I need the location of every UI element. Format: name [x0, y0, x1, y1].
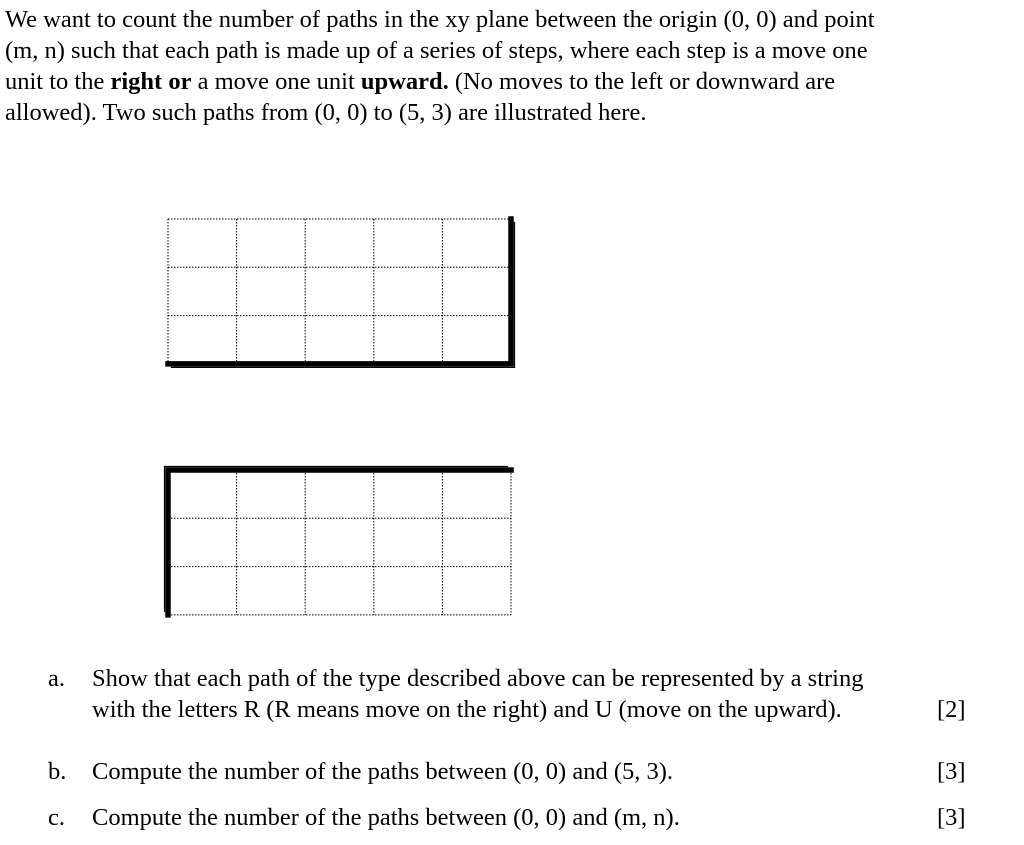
question-b-line-1: Compute the number of the paths between (0, 0) and (5, 3). [92, 758, 674, 785]
question-c-line-1: Compute the number of the paths between (0, 0) and (m, n). [92, 804, 680, 831]
question-b-letter: b. [48, 758, 67, 785]
intro-line-3-end: (No moves to the left or downward are [448, 68, 836, 95]
question-a-letter: a. [48, 665, 65, 692]
question-a-text [92, 663, 942, 725]
question-c-text [92, 802, 942, 833]
question-b-marks: [3] [937, 758, 966, 785]
question-a-line-1: Show that each path of the type described above can be represented by a string [92, 665, 864, 692]
question-a-line-2: with the letters R (R means move on the right) and U (move on the upward). [92, 696, 842, 723]
question-c-letter: c. [48, 804, 65, 831]
intro-line-1: We want to count the number of paths in the xy plane between the origin (0, 0) and point [5, 6, 875, 33]
path-figure-2 [165, 467, 512, 615]
path-1-thick-line [168, 219, 511, 364]
question-c-marks: [3] [937, 804, 966, 831]
intro-line-3-middle: a move one unit [191, 68, 361, 95]
intro-line-3-start: unit to the [5, 68, 111, 95]
intro-bold-right-or: right or [110, 68, 192, 95]
path-2-thick-line [168, 470, 511, 615]
path-1-thin-line [172, 223, 515, 368]
intro-line-4: allowed). Two such paths from (0, 0) to (5, 3) are illustrated here. [5, 99, 647, 126]
intro-line-2: (m, n) such that each path is made up of a series of steps, where each step is a move one [5, 37, 868, 64]
intro-bold-upward: upward. [360, 68, 449, 95]
question-b-text [92, 756, 942, 787]
path-2-thin-line [165, 467, 508, 612]
path-figure-1 [168, 219, 515, 367]
question-a-marks: [2] [937, 696, 966, 723]
